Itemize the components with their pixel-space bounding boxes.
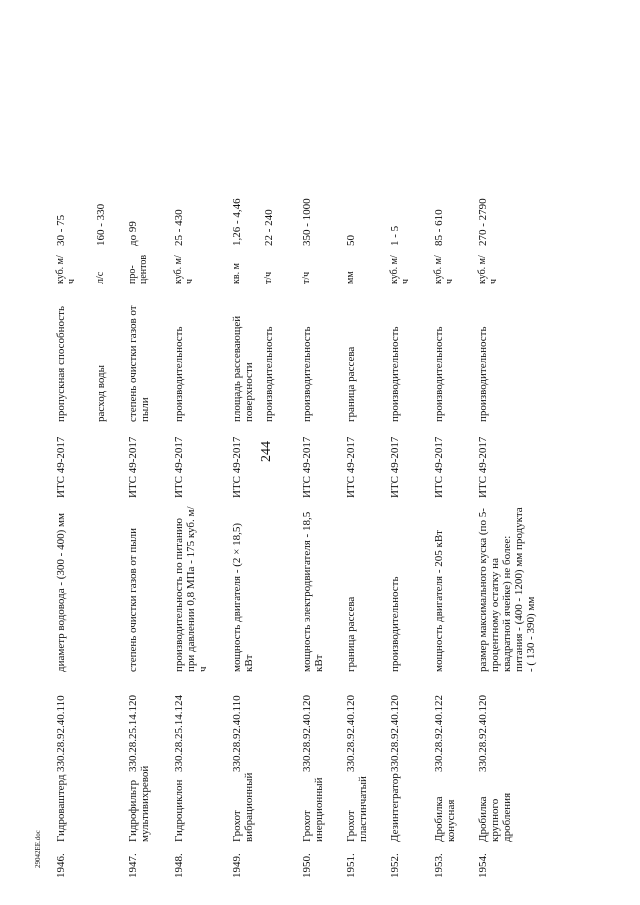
- row-number: 1950.: [301, 853, 313, 878]
- row-number: 1953.: [433, 853, 445, 878]
- value-range: 350 - 1000: [301, 198, 313, 246]
- its-reference: ИТС 49-2017: [477, 436, 489, 498]
- table-row: [477, 20, 567, 880]
- key-feature: степень очистки газов от пыли: [127, 528, 139, 672]
- its-reference: ИТС 49-2017: [231, 436, 243, 498]
- unit: кв. м: [231, 263, 242, 284]
- value-range: 85 - 610: [433, 209, 445, 246]
- unit: куб. м/ч: [477, 255, 499, 284]
- unit: л/с: [95, 271, 106, 284]
- value-range: 22 - 240: [263, 209, 275, 246]
- its-reference: [263, 424, 275, 500]
- its-reference: ИТС 49-2017: [433, 436, 445, 498]
- table-row: [433, 20, 477, 880]
- key-feature: производительность: [389, 576, 401, 672]
- table-row: [389, 20, 433, 880]
- okpd-code: 330.28.92.40.120: [477, 695, 489, 772]
- table-row: [173, 20, 231, 880]
- key-feature: производительность по питанию при давлении 0,8 МПа - 175 куб. м/ч: [173, 506, 209, 672]
- indicator: производительность: [263, 326, 275, 422]
- indicator: граница рассева: [345, 346, 357, 422]
- table-row: [55, 20, 127, 880]
- okpd-code: 330.28.92.40.110: [231, 695, 243, 772]
- table-row: [345, 20, 389, 880]
- its-reference: ИТС 49-2017: [127, 436, 139, 498]
- okpd-code: 330.28.92.40.120: [389, 695, 401, 772]
- value-range: 50: [345, 235, 357, 246]
- table-row: [231, 20, 301, 880]
- row-number: 1947.: [127, 853, 139, 878]
- unit: т/ч: [263, 271, 274, 284]
- value-range: 1 - 5: [389, 225, 401, 246]
- row-number: 1951.: [345, 853, 357, 878]
- value-range: до 99: [127, 221, 139, 246]
- row-number: 1949.: [231, 853, 243, 878]
- value-range: 270 - 2790: [477, 198, 489, 246]
- key-feature: граница рассева: [345, 596, 357, 672]
- equipment-name: Грохот инерционный: [301, 777, 325, 842]
- indicator: степень очистки газов от пыли: [127, 305, 151, 422]
- equipment-name: Гидроциклон: [173, 779, 185, 842]
- its-reference: [95, 424, 107, 500]
- equipment-name: Грохот пластинчатый: [345, 776, 369, 842]
- row-number: 1946.: [55, 853, 67, 878]
- value-range: 160 - 330: [95, 203, 107, 246]
- unit: куб. м/ч: [55, 255, 77, 284]
- row-number: 1954.: [477, 853, 489, 878]
- table-row: [301, 20, 345, 880]
- okpd-code: 330.28.92.40.120: [301, 695, 313, 772]
- key-feature: мощность двигателя - (2 × 18,5) кВт: [231, 522, 255, 672]
- row-number: 1952.: [389, 853, 401, 878]
- its-reference: ИТС 49-2017: [301, 436, 313, 498]
- page-number: 244: [259, 441, 274, 462]
- equipment-name: Дробилка конусная: [433, 796, 457, 842]
- indicator: производительность: [433, 326, 445, 422]
- indicator: производительность: [389, 326, 401, 422]
- okpd-code: 330.28.25.14.124: [173, 695, 185, 772]
- key-feature: диаметр водовода - (300 - 400) мм: [55, 513, 67, 672]
- its-reference: ИТС 49-2017: [173, 436, 185, 498]
- okpd-code: 330.28.92.40.120: [345, 695, 357, 772]
- equipment-name: Грохот вибрационный: [231, 772, 255, 842]
- equipment-name: Дробилка крупного дробления: [477, 792, 513, 842]
- indicator: расход воды: [95, 364, 107, 422]
- value-range: 1,26 - 4,46: [231, 198, 243, 246]
- unit: мм: [345, 271, 356, 284]
- its-reference: ИТС 49-2017: [55, 436, 67, 498]
- key-feature: размер максимального куска (по 5-процентному остатку на квадратной ячейке) не более: питания - (400 - 1200) мм продукта - ( 130 - 390) мм: [477, 507, 537, 672]
- okpd-code: 330.28.25.14.120: [127, 695, 139, 772]
- its-reference: ИТС 49-2017: [389, 436, 401, 498]
- unit: куб. м/ч: [173, 255, 195, 284]
- unit: куб. м/ч: [389, 255, 411, 284]
- indicator: производительность: [301, 326, 313, 422]
- okpd-code: 330.28.92.40.122: [433, 695, 445, 772]
- equipment-name: Гидроваштерд: [55, 774, 67, 842]
- value-range: 30 - 75: [55, 214, 67, 246]
- row-number: 1948.: [173, 853, 185, 878]
- unit: куб. м/ч: [433, 255, 455, 284]
- document-table: [55, 20, 615, 880]
- key-feature: мощность электродвигателя - 18,5 кВт: [301, 511, 325, 672]
- footer-filename: 29042ЕЕ.doc: [34, 830, 42, 868]
- its-reference: ИТС 49-2017: [345, 436, 357, 498]
- key-feature: мощность двигателя - 205 кВт: [433, 530, 445, 672]
- indicator: производительность: [477, 326, 489, 422]
- indicator: площадь рассевающей поверхности: [231, 315, 255, 422]
- indicator: пропускная способность: [55, 306, 67, 422]
- unit: про- центов: [127, 254, 149, 284]
- equipment-name: Гидрофильтр мультивихревой: [127, 765, 151, 842]
- equipment-name: Дезинтегратор: [389, 773, 401, 842]
- value-range: 25 - 430: [173, 209, 185, 246]
- unit: т/ч: [301, 271, 312, 284]
- okpd-code: 330.28.92.40.110: [55, 695, 67, 772]
- table-row: [127, 20, 173, 880]
- indicator: производительность: [173, 326, 185, 422]
